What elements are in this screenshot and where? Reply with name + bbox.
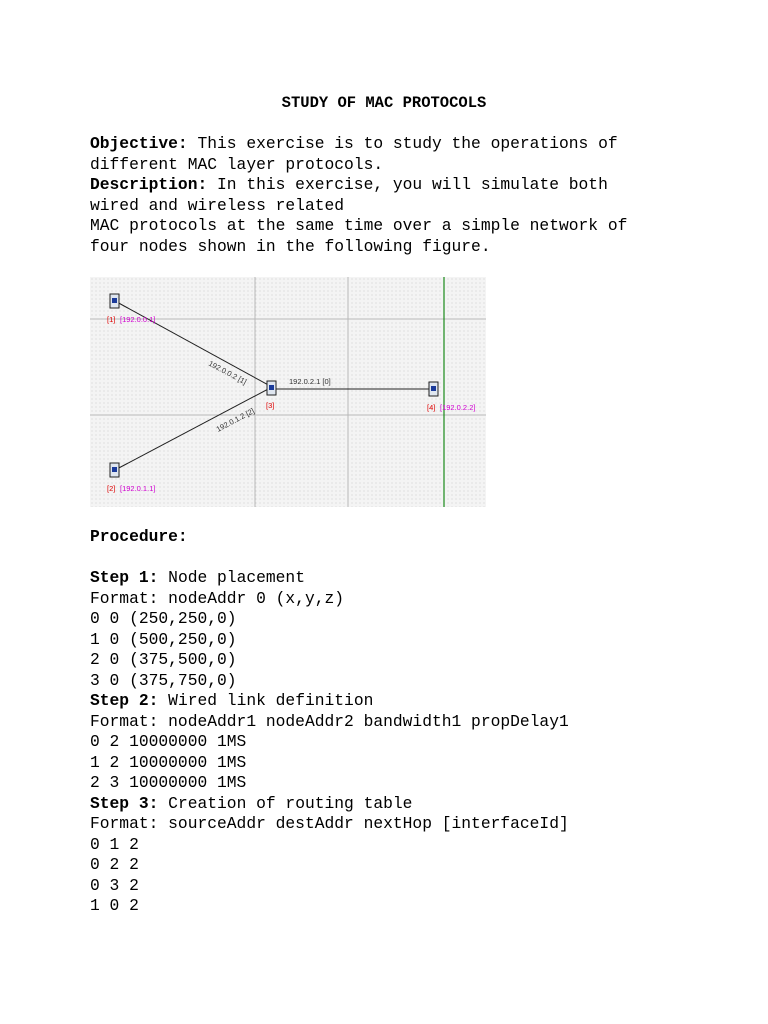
step-1-line: 1 0 (500,250,0) [90, 629, 237, 649]
objective-label: Objective: [90, 134, 188, 153]
node-2-icon [110, 463, 119, 477]
step-2-label: Step 2: [90, 691, 159, 710]
step-1-line: 0 0 (250,250,0) [90, 609, 237, 628]
step-3-line: 0 3 2 [90, 875, 139, 895]
step-2-line: 0 2 10000000 1MS [90, 732, 247, 751]
node-2-ip: [192.0.1.1] [120, 484, 156, 493]
step-3-line: 0 2 2 [90, 855, 139, 874]
node-1-icon [110, 294, 119, 308]
step-3-line: Format: sourceAddr destAddr nextHop [interfaceId] [90, 814, 569, 833]
step-1-line: Format: nodeAddr 0 (x,y,z) [90, 588, 345, 608]
step-3-title: Creation of routing table [158, 793, 413, 813]
link-label-1: 192.0.0.2 [1] [207, 358, 249, 387]
description-line-3: MAC protocols at the same time over a simple network of [90, 216, 628, 235]
step-3-line: 0 1 2 [90, 834, 139, 854]
objective-line-1: This exercise is to study the operations of [187, 134, 618, 153]
node-4-ip: [192.0.2.2] [440, 403, 476, 412]
node-3-icon [267, 381, 276, 395]
node-4-label: [4] [427, 403, 436, 412]
link-1-3 [115, 301, 272, 387]
node-1-ip: [192.0.0.1] [120, 315, 156, 324]
page-title: STUDY OF MAC PROTOCOLS [281, 94, 487, 112]
objective-section [90, 134, 627, 257]
procedure-section [90, 527, 569, 917]
step-2-title: Wired link definition [158, 691, 374, 710]
network-diagram [90, 277, 486, 507]
node-1-label: [1] [107, 315, 116, 324]
description-label: Description: [90, 175, 208, 194]
step-3-line: 1 0 2 [90, 896, 139, 915]
network-figure [90, 277, 486, 507]
link-label-2: 192.0.1.2 [2] [214, 406, 256, 434]
node-3-label: [3] [266, 401, 275, 410]
description-line-2: wired and wireless related [90, 195, 345, 215]
step-3-label: Step 3: [90, 793, 159, 813]
description-line-4: four nodes shown in the following figure. [90, 236, 491, 256]
step-2-line: 1 2 10000000 1MS [90, 752, 247, 772]
step-2-line: Format: nodeAddr1 nodeAddr2 bandwidth1 propDelay1 [90, 711, 569, 731]
description-line-1: In this exercise, you will simulate both [207, 175, 608, 194]
node-4-icon [429, 382, 438, 396]
node-2-label: [2] [107, 484, 116, 493]
procedure-label: Procedure: [90, 527, 188, 546]
step-1-line: 2 0 (375,500,0) [90, 650, 237, 669]
step-1-label: Step 1: [90, 568, 159, 587]
step-1-line: 3 0 (375,750,0) [90, 670, 237, 690]
objective-line-2: different MAC layer protocols. [90, 154, 384, 174]
link-2-3 [115, 387, 275, 470]
link-label-3: 192.0.2.1 [0] [289, 377, 331, 386]
step-2-line: 2 3 10000000 1MS [90, 773, 247, 792]
step-1-title: Node placement [158, 568, 305, 587]
